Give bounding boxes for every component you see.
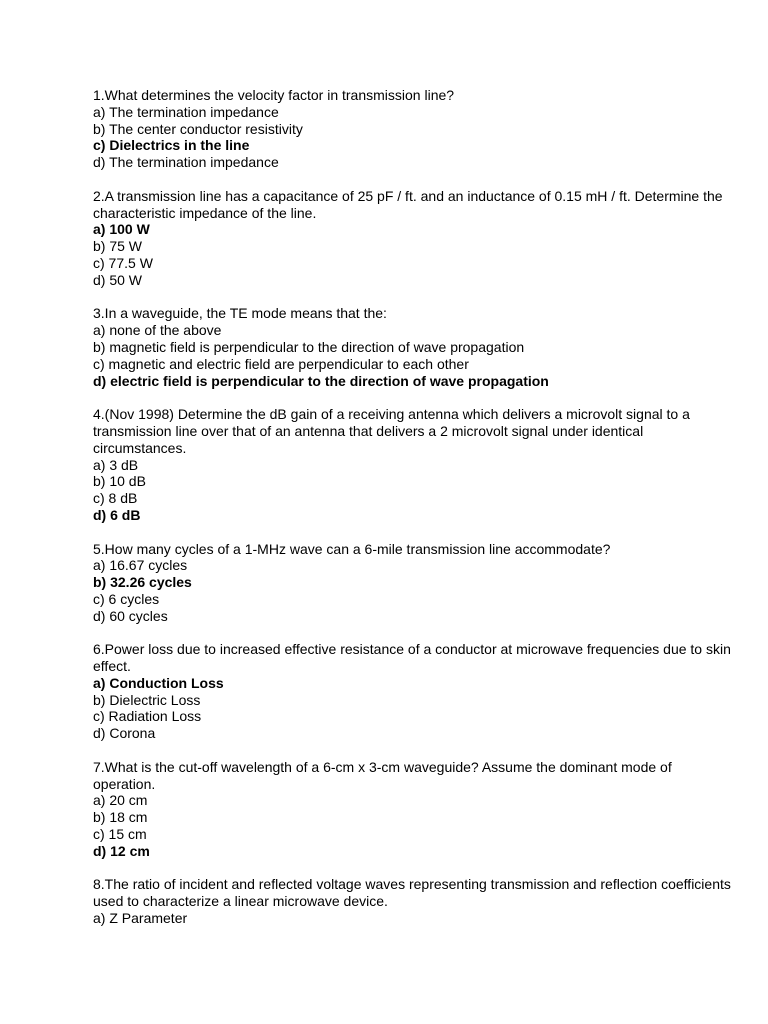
answer-option: d) The termination impedance <box>93 154 279 171</box>
answer-option: c) 6 cycles <box>93 590 160 607</box>
question-1 <box>93 87 733 171</box>
question-3 <box>93 305 733 389</box>
answer-option: a) The termination impedance <box>93 103 279 120</box>
answer-option: a) none of the above <box>93 322 222 339</box>
answer-option-correct: d) 6 dB <box>93 506 141 523</box>
answer-option-correct: d) 12 cm <box>93 842 150 859</box>
answer-option: b) Dielectric Loss <box>93 691 201 708</box>
question-text: 5.How many cycles of a 1-MHz wave can a 6-mile transmission line accommodate? <box>93 540 611 557</box>
question-5 <box>93 541 733 625</box>
answer-option: c) magnetic and electric field are perpendicular to each other <box>93 355 469 372</box>
question-4 <box>93 406 733 524</box>
answer-option: d) 50 W <box>93 271 143 288</box>
answer-option-correct: d) electric field is perpendicular to the direction of wave propagation <box>93 372 549 389</box>
answer-option: a) Z Parameter <box>93 910 188 927</box>
answer-option: c) 15 cm <box>93 826 147 843</box>
answer-option: b) 10 dB <box>93 473 146 490</box>
answer-option-correct: b) 32.26 cycles <box>93 574 192 591</box>
answer-option-correct: a) Conduction Loss <box>93 674 224 691</box>
question-7 <box>93 759 733 860</box>
question-2 <box>93 188 733 289</box>
answer-option: b) 75 W <box>93 238 143 255</box>
question-text: 6.Power loss due to increased effective resistance of a conductor at microwave frequencies due to skin effect. <box>93 641 731 675</box>
answer-option: c) Radiation Loss <box>93 708 202 725</box>
question-text: 7.What is the cut-off wavelength of a 6-cm x 3-cm waveguide? Assume the dominant mode of operation. <box>93 758 672 792</box>
answer-option: b) magnetic field is perpendicular to the direction of wave propagation <box>93 338 525 355</box>
answer-option: a) 3 dB <box>93 456 139 473</box>
question-text: 2.A transmission line has a capacitance of 25 pF / ft. and an inductance of 0.15 mH / ft. Determine the characteristic impedance of the line. <box>93 187 723 221</box>
answer-option: a) 20 cm <box>93 792 148 809</box>
question-8 <box>93 876 733 926</box>
answer-option: d) Corona <box>93 725 156 742</box>
answer-option: a) 16.67 cycles <box>93 557 188 574</box>
answer-option: d) 60 cycles <box>93 607 168 624</box>
question-text: 3.In a waveguide, the TE mode means that the: <box>93 305 387 322</box>
answer-option-correct: a) 100 W <box>93 221 150 238</box>
answer-option: c) 8 dB <box>93 490 138 507</box>
answer-option: b) 18 cm <box>93 809 148 826</box>
answer-option-correct: c) Dielectrics in the line <box>93 137 250 154</box>
answer-option: b) The center conductor resistivity <box>93 120 303 137</box>
question-6 <box>93 641 733 742</box>
question-text: 4.(Nov 1998) Determine the dB gain of a receiving antenna which delivers a microvolt signal to a transmission line over that of an antenna that delivers a 2 microvolt signal under identical circumstances. <box>93 406 690 456</box>
question-text: 8.The ratio of incident and reflected voltage waves representing transmission and reflection coefficients used to characterize a linear microwave device. <box>93 876 731 910</box>
document-page <box>93 87 733 944</box>
answer-option: c) 77.5 W <box>93 254 153 271</box>
question-text: 1.What determines the velocity factor in transmission line? <box>93 87 455 103</box>
